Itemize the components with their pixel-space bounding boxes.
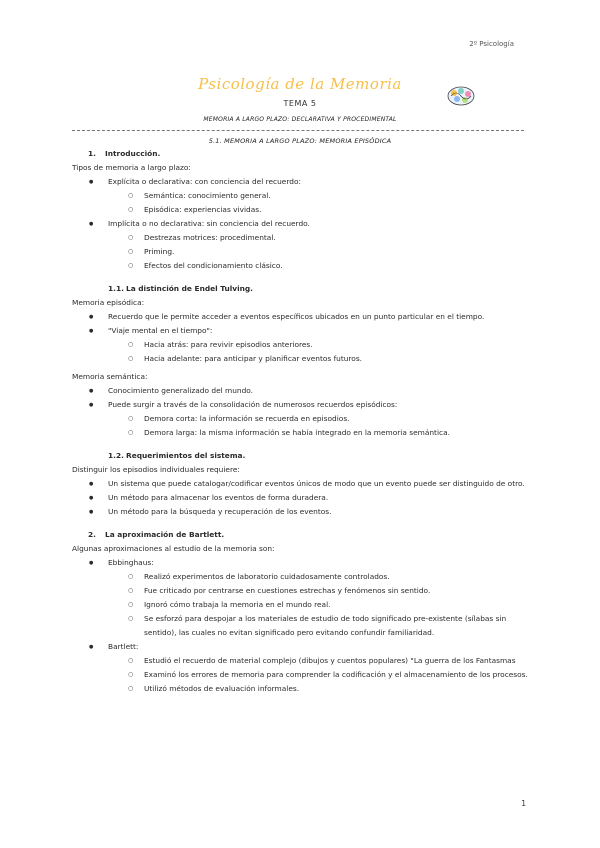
bullet-item: ● Puede surgir a través de la consolidación de numerosos recuerdos episódicos:	[72, 398, 532, 412]
heading-number: 1.1.	[108, 284, 124, 293]
heading-number: 1.2.	[108, 451, 124, 460]
heading-text: Requerimientos del sistema.	[126, 451, 246, 460]
sub-bullet-item: ○ Hacia atrás: para revivir episodios anteriores.	[72, 338, 532, 352]
header-divider	[72, 130, 524, 131]
subsection-title	[72, 449, 532, 463]
spacer	[72, 440, 532, 449]
heading-text: La distinción de Endel Tulving.	[126, 284, 253, 293]
sub-bullet-item: ○ Fue criticado por centrarse en cuestiones estrechas y fenómenos sin sentido.	[72, 584, 532, 598]
sub-bullet-item: ○ Efectos del condicionamiento clásico.	[72, 259, 532, 273]
bullet-item: ● Un método para la búsqueda y recuperación de los eventos.	[72, 505, 532, 519]
document-title: Psicología de la Memoria	[198, 75, 402, 93]
bullet-item: ● Explícita o declarativa: con conciencia del recuerdo:	[72, 175, 532, 189]
paragraph: Memoria episódica:	[72, 298, 145, 307]
bullet-item: ● Conocimiento generalizado del mundo.	[72, 384, 532, 398]
sub-bullet-item: ○ Examinó los errores de memoria para comprender la codificación y el almacenamiento de los procesos.	[72, 668, 532, 682]
bullet-item: ● Un método para almacenar los eventos de forma duradera.	[72, 491, 532, 505]
document-subtitle: MEMORIA A LARGO PLAZO: DECLARATIVA Y PROCEDIMENTAL	[203, 116, 397, 123]
paragraph: Memoria semántica:	[72, 372, 148, 381]
bullet-item: ● Ebbinghaus:	[72, 556, 532, 570]
spacer	[72, 273, 532, 282]
bullet-item: ● Recuerdo que le permite acceder a eventos específicos ubicados en un punto particular en el tiempo.	[72, 310, 532, 324]
sub-bullet-item: ○ Se esforzó para despojar a los materiales de estudio de todo significado pre-existente (sílabas sin sentido), las cuales no evitan significado pero evitando confundir familiaridad.	[72, 612, 532, 640]
subsection-title	[72, 282, 532, 296]
header-course-label: 2º Psicología	[469, 40, 514, 48]
bullet-item: ● "Viaje mental en el tiempo":	[72, 324, 532, 338]
document-body	[72, 147, 532, 696]
sub-bullet-item: ○ Ignoró cómo trabaja la memoria en el mundo real.	[72, 598, 532, 612]
heading-number: 2.	[88, 530, 96, 539]
heading-text: La aproximación de Bartlett.	[105, 530, 225, 539]
heading-text: Introducción.	[105, 149, 161, 158]
sub-bullet-item: ○ Utilizó métodos de evaluación informales.	[72, 682, 532, 696]
sub-bullet-item: ○ Priming.	[72, 245, 532, 259]
paragraph: Distinguir los episodios individuales requiere:	[72, 465, 240, 474]
brain-doodle-icon	[446, 84, 476, 108]
sub-bullet-item: ○ Semántica: conocimiento general.	[72, 189, 532, 203]
paragraph: Tipos de memoria a largo plazo:	[72, 163, 191, 172]
section-title	[72, 147, 532, 161]
sub-bullet-item: ○ Realizó experimentos de laboratorio cuidadosamente controlados.	[72, 570, 532, 584]
sub-bullet-item: ○ Episódica: experiencias vividas.	[72, 203, 532, 217]
bullet-item: ● Bartlett:	[72, 640, 532, 654]
spacer	[72, 519, 532, 528]
sub-bullet-item: ○ Hacia adelante: para anticipar y planificar eventos futuros.	[72, 352, 532, 366]
section-heading: 5.1. MEMORIA A LARGO PLAZO: MEMORIA EPISÓDICA	[208, 137, 392, 145]
document-tema: TEMA 5	[283, 99, 317, 108]
bullet-item: ● Implícita o no declarativa: sin conciencia del recuerdo.	[72, 217, 532, 231]
heading-number: 1.	[88, 149, 96, 158]
bullet-item: ● Un sistema que puede catalogar/codificar eventos únicos de modo que un evento puede ser distinguido de otro.	[72, 477, 532, 491]
sub-bullet-item: ○ Demora larga: la misma información se había integrado en la memoria semántica.	[72, 426, 532, 440]
sub-bullet-item: ○ Estudió el recuerdo de material complejo (dibujos y cuentos populares) "La guerra de los Fantasmas	[72, 654, 532, 668]
section-title	[72, 528, 532, 542]
sub-bullet-item: ○ Destrezas motrices: procedimental.	[72, 231, 532, 245]
sub-bullet-item: ○ Demora corta: la información se recuerda en episodios.	[72, 412, 532, 426]
page-number: 1	[521, 799, 526, 808]
paragraph: Algunas aproximaciones al estudio de la memoria son:	[72, 544, 275, 553]
